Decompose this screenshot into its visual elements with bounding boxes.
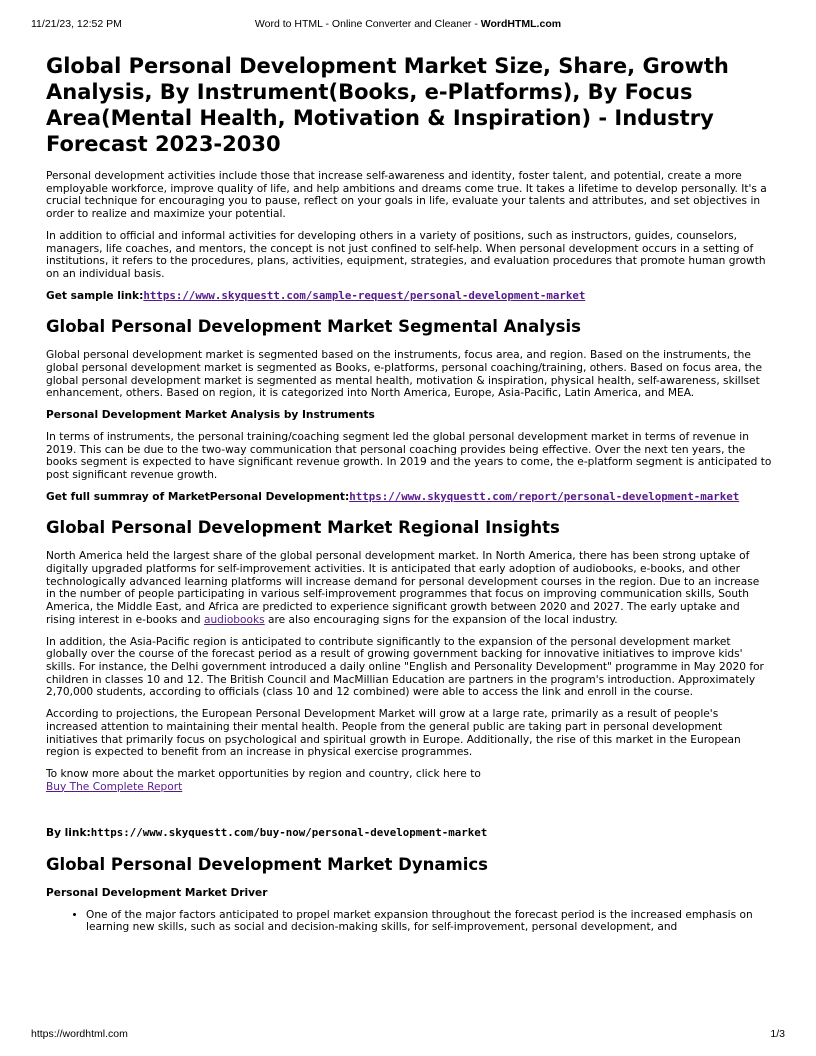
regional-p1-text-end: are also encouraging signs for the expansion of the local industry.	[264, 613, 618, 626]
buy-now-url: https://www.skyquestt.com/buy-now/personal-development-market	[90, 826, 488, 840]
print-page-number: 1/3	[770, 1028, 785, 1040]
document-body	[46, 53, 772, 934]
instruments-subheading: Personal Development Market Analysis by Instruments	[46, 409, 375, 422]
print-header	[31, 18, 785, 32]
sample-link-label: Get sample link:	[46, 289, 144, 302]
regional-paragraph-1	[46, 550, 772, 626]
summary-link-label: Get full summray of MarketPersonal Development:	[46, 490, 350, 503]
segmental-heading: Global Personal Development Market Segmental Analysis	[46, 317, 581, 337]
print-title-brand: WordHTML.com	[480, 18, 562, 30]
print-page-title	[31, 18, 785, 30]
regional-heading: Global Personal Development Market Regional Insights	[46, 518, 560, 538]
print-footer	[31, 1028, 785, 1042]
audiobooks-link[interactable]: audiobooks	[203, 613, 265, 626]
driver-list	[46, 909, 772, 934]
sample-link-line	[46, 290, 772, 303]
regional-paragraph-4	[46, 768, 772, 793]
report-summary-link[interactable]: https://www.skyquestt.com/report/personal-development-market	[349, 489, 740, 503]
buy-link-label: By link:	[46, 827, 91, 840]
summary-link-line	[46, 491, 772, 504]
regional-paragraph-2: In addition, the Asia-Pacific region is anticipated to contribute significantly to the expansion of the personal development market globally over the course of the forecast period as a result of growing government backing for innovative initiatives to improve kids' skills. For instance, the Delhi government introduced a daily online "English and Personality Development" programme in May 2020 for children in classes 10 and 12. The British Council and MacMillian Education are partners in the program's introduction. Approximately 2,70,000 students, according to officials (class 10 and 12 combined) were able to access the link and enroll in the course.	[46, 635, 764, 699]
driver-subheading: Personal Development Market Driver	[46, 887, 268, 900]
print-footer-url: https://wordhtml.com	[31, 1028, 128, 1040]
print-datetime: 11/21/23, 12:52 PM	[31, 18, 122, 30]
document-title: Global Personal Development Market Size, Share, Growth Analysis, By Instrument(Books, e-Platforms), By Focus Area(Mental Health, Motivation & Inspiration) - Industry Forecast 2023-2030	[46, 54, 729, 156]
regional-p4-text: To know more about the market opportunities by region and country, click here to	[46, 767, 481, 780]
regional-p1-text-start: North America held the largest share of the global personal development market. In North America, there has been strong uptake of digitally upgraded platforms for self-improvement activities. It is anticipated that early adoption of audiobooks, e-books, and other technologically advanced learning platforms will increase demand for personal development courses in the region. Due to an increase in the number of people participating in various self-improvement programmes that focus on improving communication skills, South America, the Middle East, and Africa are predicted to experience significant growth between 2020 and 2027. The early uptake and rising interest in e-books and	[46, 550, 760, 626]
buy-complete-report-link[interactable]: Buy The Complete Report	[46, 780, 183, 793]
segmental-paragraph-2: In terms of instruments, the personal training/coaching segment led the global personal development market in terms of revenue in 2019. This can be due to the two-way communication that personal coaching provides being effective. Over the next ten years, the books segment is expected to have significant revenue growth. In 2019 and the years to come, the e-platform segment is anticipated to post significant revenue growth.	[46, 430, 772, 481]
dynamics-heading: Global Personal Development Market Dynamics	[46, 855, 488, 875]
sample-request-link[interactable]: https://www.skyquestt.com/sample-request/personal-development-market	[143, 288, 586, 302]
intro-paragraph-2: In addition to official and informal activities for developing others in a variety of positions, such as instructors, guides, counselors, managers, life coaches, and mentors, the concept is not just confined to self-help. When personal development occurs in a setting of institutions, it refers to the procedures, plans, activities, equipment, strategies, and evaluation procedures that promote human growth on an individual basis.	[46, 229, 766, 280]
buy-link-line	[46, 827, 772, 840]
print-title-prefix: Word to HTML - Online Converter and Cleaner -	[254, 18, 481, 30]
segmental-paragraph-1: Global personal development market is segmented based on the instruments, focus area, and region. Based on the instruments, the global personal development market is segmented as Books, e-platforms, personal coaching/training, others. Based on focus area, the global personal development market is segmented as mental health, motivation & inspiration, physical health, self-awareness, skillset enhancement, others. Based on region, it is categorized into North America, Europe, Asia-Pacific, Latin America, and MEA.	[46, 349, 763, 400]
regional-paragraph-3: According to projections, the European Personal Development Market will grow at a large rate, primarily as a result of people's increased attention to maintaining their mental health. People from the general public are taking part in personal development initiatives that primarily focus on psychological and spiritual growth in Europe. Additionally, the rise of this market in the European region is expected to benefit from an increase in physical exercise programmes.	[46, 708, 741, 759]
list-item: • One of the major factors anticipated to propel market expansion throughout the forecast period is the increased emphasis on learning new skills, such as social and decision-making skills, for self-improvement, personal development, and	[86, 909, 772, 934]
intro-paragraph-1: Personal development activities include those that increase self-awareness and identity, foster talent, and potential, create a more employable workforce, improve quality of life, and help ambitions and dreams come true. It takes a lifetime to develop personally. It's a crucial technique for encouraging you to pause, reflect on your goals in life, evaluate your talents and attributes, and set objectives in order to realize and maximize your potential.	[46, 170, 767, 221]
